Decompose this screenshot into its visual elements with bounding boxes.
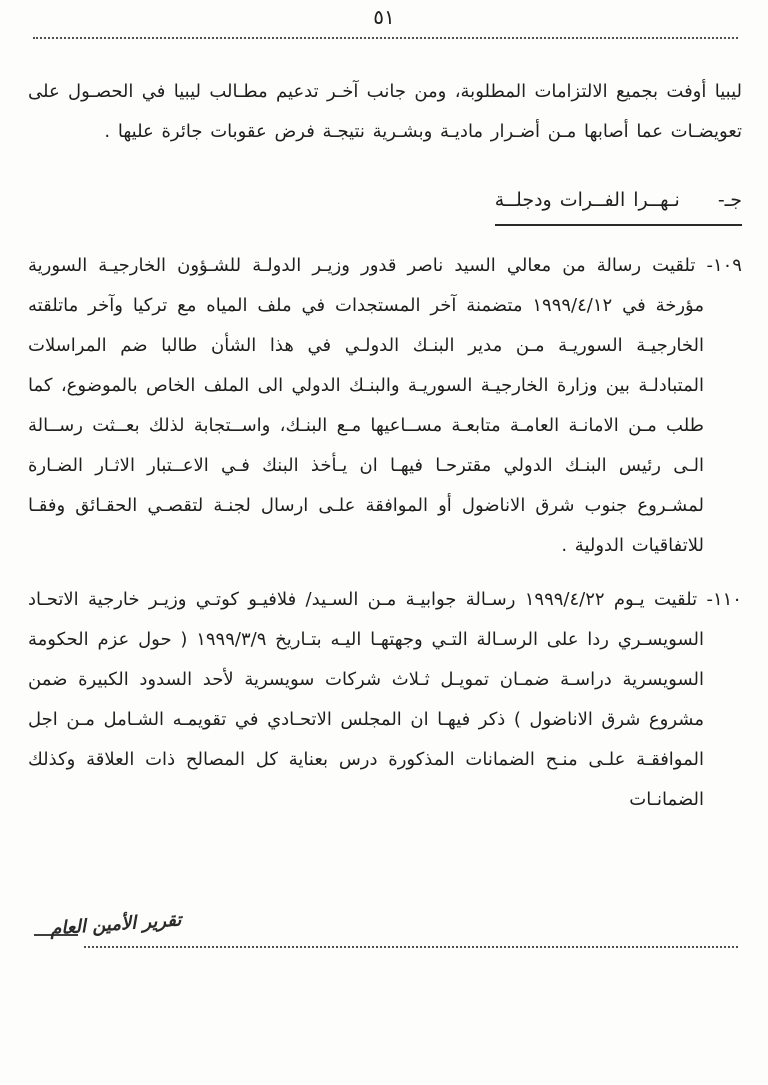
paragraph-109-number: ١٠٩- xyxy=(706,255,742,276)
signature-handwriting: تقرير الأمين العام xyxy=(49,909,182,940)
section-heading-title: نـهــرا الفــرات ودجلــة xyxy=(494,189,680,211)
paragraph-110 xyxy=(28,580,742,820)
footer-dotted-rule xyxy=(84,946,738,948)
section-heading-label: جـ- xyxy=(717,189,742,211)
intro-paragraph: ليبيا أوفت بجميع الالتزامات المطلوبة، ومن جانب آخـر تدعيم مطـالب ليبيا في الحصـول على تعويضـات عما أصابها مـن أضـرار ماديـة وبشـرية نتيجـة فرض عقوبات جائرة عليها . xyxy=(28,81,742,142)
section-heading xyxy=(495,180,742,226)
paragraph-109 xyxy=(28,246,742,566)
paragraph-110-text: تلقيت يـوم ١٩٩٩/٤/٢٢ رسـالة جوابيـة مـن السـيد/ فلافيـو كوتـي وزيـر خارجية الاتحـاد السويسـري ردا على الرسـالة التـي وجهتهـا اليـه بتـاريخ ١٩٩٩/٣/٩ ( حول عزم الحكومة السويسرية دراسـة ضمـان تمويـل ثـلاث شركات سويسرية لأحد السدود الكبيرة ضمن مشروع شرق الاناضول ) ذكر فيهـا ان المجلس الاتحـادي في تقويمـه الشـامل مـن اجل الموافقـة علـى منـح الضمانات المذكورة درس بعناية كل المصالح ذات العلاقة وكذلك الضمانـات xyxy=(28,589,704,810)
document-content xyxy=(28,72,742,834)
paragraph-110-number: ١١٠- xyxy=(706,589,742,610)
page-number: ٥١ xyxy=(373,5,395,29)
paragraph-109-text: تلقيت رسالة من معالي السيد ناصر قدور وزيـر الدولـة للشـؤون الخارجيـة السورية مؤرخة في ١٩٩٩/٤/١٢ متضمنة آخر المستجدات في ملف المياه مع تركيا وآخر ماتلقته الخارجيـة السوريـة مـن مدير البنـك الدولـي في هذا الشأن طالبا ضم المراسلات المتبادلـة بين وزارة الخارجيـة السوريـة والبنـك الدولي الى الملف الخاص بالموضوع، كما طلب مـن الامانـة العامـة متابعـة مســاعيها مـع البنـك، واســتجابة لذلك بعــثت رســالة الـى رئيس البنـك الدولي مقترحـا فيهـا ان يـأخذ البنك فـي الاعــتبار الاثـار الضـارة لمشـروع جنوب شرق الاناضول أو الموافقة علـى ارسال لجنـة لتقصـي الحقـائق وفقـا للاتفاقيات الدولية . xyxy=(28,255,704,556)
section-heading-row xyxy=(28,180,742,226)
top-dotted-rule xyxy=(33,37,738,39)
